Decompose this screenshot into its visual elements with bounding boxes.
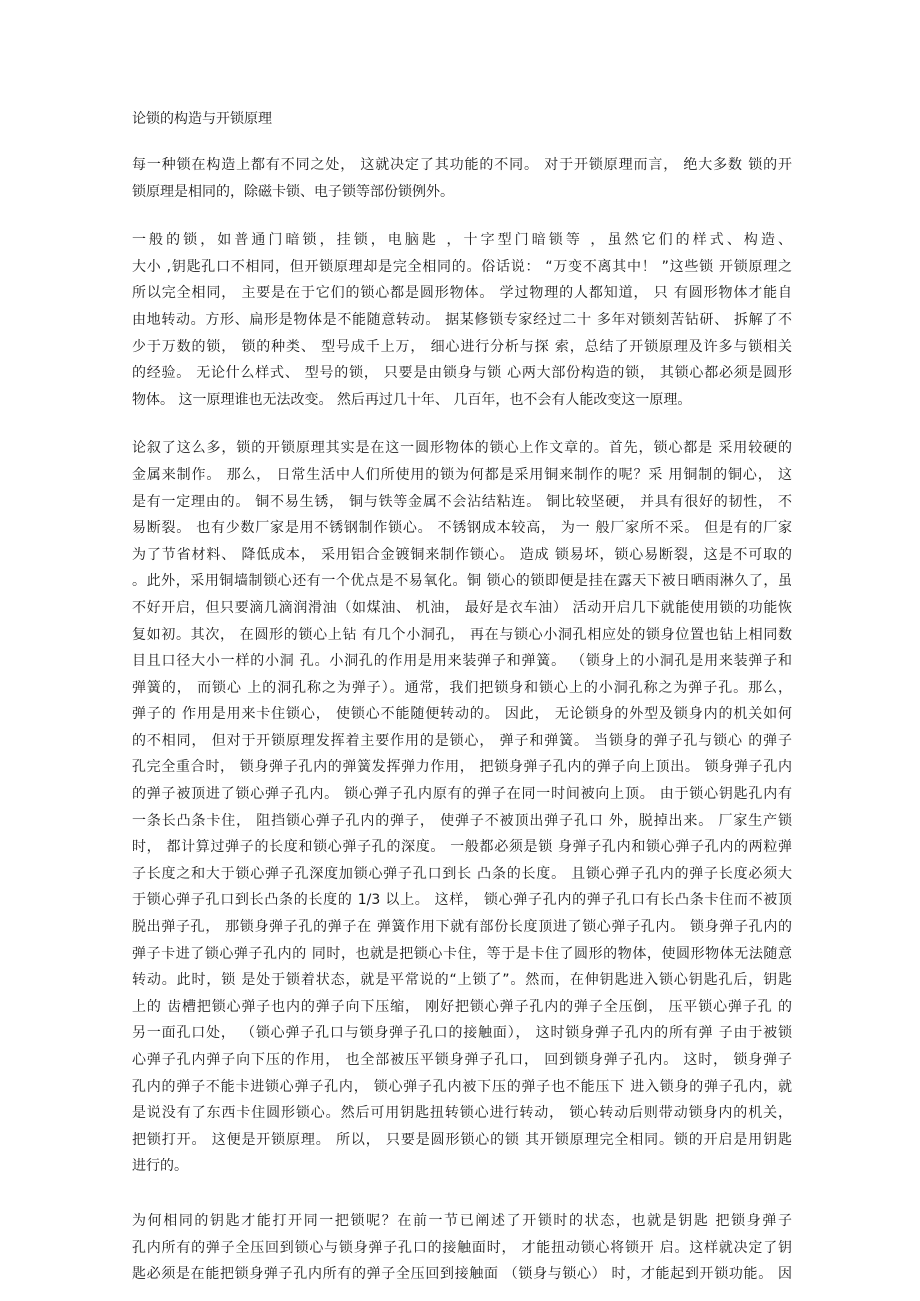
text-line: 锁原理是相同的，除磁卡锁、电子锁等部份锁例外。 [132,183,454,200]
text-line: 金属来制作。 那么， 日常生活中人们所使用的锁为何都是采用铜来制作的呢？采 用铜制的铜心， 这 [132,466,792,483]
text-line: 于锁心弹子孔口到长凸条的长度的 1/3 以上。 这样， 锁心弹子孔内的弹子孔口有长凸条卡住而不被顶 [132,892,792,909]
text-line: 孔内所有的弹子全压回到锁心与锁身弹子孔口的接触面时， 才能扭动锁心将锁开 启。这样就决定了钥 [132,1239,792,1256]
text-line: 是说没有了东西卡住圆形锁心。然后可用钥匙扭转锁心进行转动， 锁心转动后则带动锁身内的机关， [132,1105,792,1122]
text-line: 。此外，采用铜墙制锁心还有一个优点是不易氧化。铜 锁心的锁即便是挂在露天下被日晒雨淋久了，虽 [132,573,792,590]
text-line: 易断裂。 也有少数厂家是用不锈钢制作锁心。 不锈钢成本较高， 为一 般厂家所不采。 但是有的厂家 [132,520,792,537]
paragraph-2 [132,227,792,413]
text-line: 为了节省材料、 降低成本， 采用铝合金镀铜来制作锁心。 造成 锁易坏，锁心易断裂，这是不可取的 [132,546,792,563]
text-line: 为何相同的钥匙才能打开同一把锁呢？在前一节已阐述了开锁时的状态，也就是钥匙 把锁身弹子 [132,1212,792,1229]
document-page [132,108,792,1288]
text-line: 的不相同， 但对于开锁原理发挥着主要作用的是锁心， 弹子和弹簧。 当锁身的弹子孔与锁心 的弹子 [132,732,792,749]
text-line: 弹簧的， 而锁心 上的洞孔称之为弹子）。通常，我们把锁身和锁心上的小洞孔称之为弹子孔。那么， [132,679,792,696]
text-line: 不好开启，但只要滴几滴润滑油（如煤油、 机油， 最好是衣车油） 活动开启几下就能使用锁的功能恢 [132,599,792,616]
text-line: 的弹子被顶进了锁心弹子孔内。 锁心弹子孔内原有的弹子在同一时间被向上顶。 由于锁心钥匙孔内有 [132,786,792,803]
text-line: 弹子卡进了锁心弹子孔内的 同时，也就是把锁心卡住，等于是卡住了圆形的物体，使圆形物体无法随意 [132,945,792,962]
text-line: 子长度之和大于锁心弹子孔深度加锁心弹子孔口到长 凸条的长度。 且锁心弹子孔内的弹子长度必须大 [132,865,792,882]
text-line: 另一面孔口处， （锁心弹子孔口与锁身弹子孔口的接触面）， 这时锁身弹子孔内的所有弹 子由于被锁 [132,1025,792,1042]
paragraph-gap [132,413,792,435]
text-line: 一条长凸条卡住， 阻挡锁心弹子孔内的弹子， 使弹子不被顶出弹子孔口 外，脱掉出来。 厂家生产锁 [132,812,792,829]
text-line: 所以完全相同， 主要是在于它们的锁心都是圆形物体。 学过物理的人都知道， 只 有圆形物体才能自 [132,285,792,302]
paragraph-gap [132,205,792,227]
text-line: 复如初。其次， 在圆形的锁心上钻 有几个小洞孔， 再在与锁心小洞孔相应处的锁身位置也钻上相同数 [132,626,792,643]
text-line: 时， 都计算过弹子的长度和锁心弹子孔的深度。 一般都必须是锁 身弹子孔内和锁心弹子孔内的两粒弹 [132,839,792,856]
text-line: 论叙了这么多，锁的开锁原理其实是在这一圆形物体的锁心上作文章的。首先，锁心都是 采用较硬的 [132,440,792,457]
text-line: 的经验。 无论什么样式、 型号的锁， 只要是由锁身与锁 心两大部份构造的锁， 其锁心都必须是圆形 [132,365,792,382]
text-line: 匙必须是在能把锁身弹子孔内所有的弹子全压回到接触面 （锁身与锁心） 时，才能起到开锁功能。 因 [132,1266,792,1283]
text-line: 目且口径大小一样的小洞 孔。小洞孔的作用是用来装弹子和弹簧。 （锁身上的小洞孔是用来装弹子和 [132,653,792,670]
text-line: 是有一定理由的。 铜不易生锈， 铜与铁等金属不会沾结粘连。 铜比较坚硬， 并具有很好的韧性， 不 [132,493,792,510]
text-line: 脱出弹子孔， 那锁身弹子孔的弹子在 弹簧作用下就有部份长度顶进了锁心弹子孔内。 锁身弹子孔内的 [132,919,792,936]
text-line: 每一种锁在构造上都有不同之处， 这就决定了其功能的不同。 对于开锁原理而言， 绝大多数 锁的开 [132,157,792,173]
paragraph-1 [132,152,792,205]
text-line: 转动。此时，锁 是处于锁着状态，就是平常说的“上锁了”。然而，在伸钥匙进入锁心钥匙孔后，钥匙 [132,972,792,989]
paragraph-4 [132,1208,792,1288]
text-line: 弹子的 作用是用来卡住锁心， 使锁心不能随便转动的。 因此， 无论锁身的外型及锁身内的机关如何 [132,706,792,723]
text-line: 由地转动。方形、扁形是物体是不能随意转动。 据某修锁专家经过二十 多年对锁刻苦钻研、 拆解了不 [132,311,792,328]
paragraph-3 [132,435,792,1180]
text-line: 孔完全重合时， 锁身弹子孔内的弹簧发挥弹力作用， 把锁身弹子孔内的弹子向上顶出。 锁身弹子孔内 [132,759,792,776]
document-title: 论锁的构造与开锁原理 [132,111,272,127]
text-line: 大小 ,钥匙孔口不相同，但开锁原理却是完全相同的。俗话说： “万变不离其中！ ”这些锁 开锁原理之 [132,258,792,275]
text-line: 进行的。 [132,1158,188,1175]
text-line: 少于万数的锁， 锁的种类、 型号成千上万， 细心进行分析与探 索，总结了开锁原理及许多与锁相关 [132,338,792,355]
text-line: 把锁打开。 这便是开锁原理。 所以， 只要是圆形锁心的锁 其开锁原理完全相同。锁的开启是用钥匙 [132,1131,792,1148]
text-line: 物体。 这一原理谁也无法改变。 然后再过几十年、 几百年，也不会有人能改变这一原理。 [132,391,692,408]
text-line: 上的 齿槽把锁心弹子也内的弹子向下压缩， 刚好把锁心弹子孔内的弹子全压倒， 压平锁心弹子孔 的 [132,998,792,1015]
paragraph-gap [132,1180,792,1208]
text-line: 心弹子孔内弹子向下压的作用， 也全部被压平锁身弹子孔口， 回到锁身弹子孔内。 这时， 锁身弹子 [132,1052,792,1068]
text-line: 一般的锁，如普通门暗锁，挂锁，电脑匙 ，十字型门暗锁等 ，虽然它们的样式、构造、 [132,232,792,249]
text-line: 孔内的弹子不能卡进锁心弹子孔内， 锁心弹子孔内被下压的弹子也不能压下 进入锁身的弹子孔内，就 [132,1078,792,1095]
